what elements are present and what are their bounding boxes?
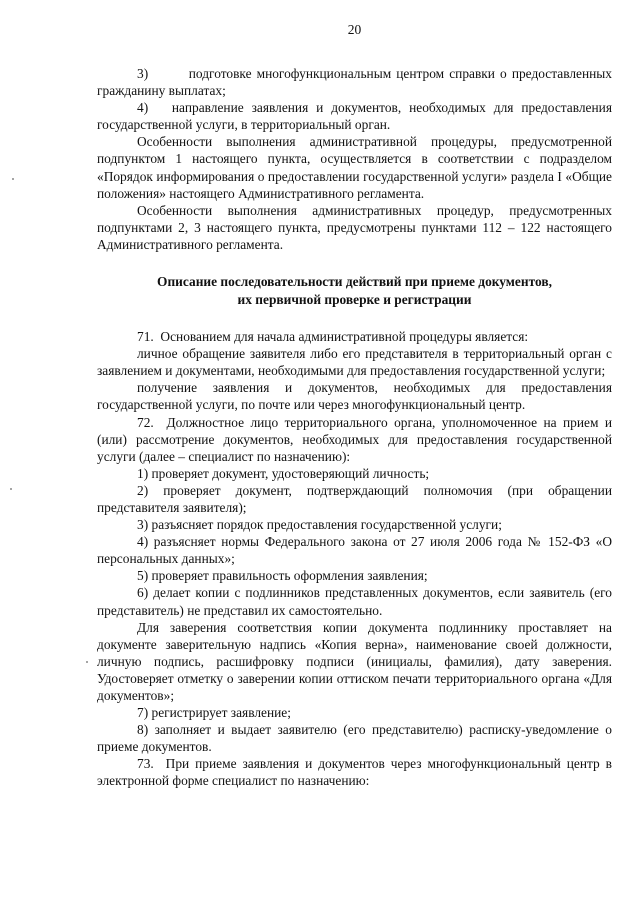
list-item: 6) делает копии с подлинников представленных документов, если заявитель (его представитель) не представил их самостоятельно. [97, 585, 612, 618]
top-section [97, 65, 612, 253]
scan-speck [86, 661, 88, 663]
paragraph: 4) направление заявления и документов, необходимых для предоставления государственной услуги, в территориальный орган. [97, 100, 612, 133]
paragraph: получение заявления и документов, необходимых для предоставления государственной услуги, по почте или через многофункциональный центр. [97, 380, 612, 413]
paragraph: Особенности выполнения административной процедуры, предусмотренной подпунктом 1 настоящего пункта, осуществляется в соответствии с подразделом «Порядок информирования о предоставлении государственной услуги» раздела I «Общие положения» настоящего Административного регламента. [97, 134, 612, 201]
section-heading [97, 273, 612, 308]
list-item: 1) проверяет документ, удостоверяющий личность; [137, 465, 430, 481]
scan-speck [12, 178, 14, 180]
scan-speck [10, 488, 12, 490]
section-heading-line: Описание последовательности действий при приеме документов, [157, 274, 552, 290]
paragraph: 3) подготовке многофункциональным центром справки о предоставленных гражданину выплатах; [97, 66, 612, 99]
list-item: 8) заполняет и выдает заявителю (его представителю) расписку-уведомление о приеме документов. [97, 722, 612, 755]
page-number: 20 [347, 22, 362, 37]
paragraph: 71. Основанием для начала административной процедуры является: [137, 329, 529, 345]
list-item: 7) регистрирует заявление; [137, 705, 291, 721]
section-heading-line: их первичной проверке и регистрации [237, 291, 472, 307]
bottom-section [97, 328, 612, 790]
paragraph: 72. Должностное лицо территориального органа, уполномоченное на прием и (или) рассмотрение документов, необходимых для предоставления государственной услуги (далее – специалист по назначению): [97, 414, 612, 464]
paragraph: Особенности выполнения административных процедур, предусмотренных подпунктами 2, 3 настоящего пункта, предусмотрены пунктами 112 – 122 настоящего Административного регламента. [97, 202, 612, 252]
paragraph: Для заверения соответствия копии документа подлиннику проставляет на документе заверительную надпись «Копия верна», наименование своей должности, личную подпись, расшифровку подписи (инициалы, фамилия), дату заверения. Удостоверяет отметку о заверении копии оттиском печати территориального органа «Для документов»; [97, 619, 612, 703]
list-item: 5) проверяет правильность оформления заявления; [137, 568, 428, 584]
paragraph: личное обращение заявителя либо его представителя в территориальный орган с заявлением и документами, необходимыми для предоставления государственной услуги; [97, 346, 612, 379]
paragraph: 73. При приеме заявления и документов через многофункциональный центр в электронной форме специалист по назначению: [97, 756, 612, 789]
list-item: 4) разъясняет нормы Федерального закона от 27 июля 2006 года № 152-ФЗ «О персональных данных»; [97, 534, 612, 567]
list-item: 3) разъясняет порядок предоставления государственной услуги; [137, 517, 502, 533]
list-item: 2) проверяет документ, подтверждающий полномочия (при обращении представителя заявителя); [97, 482, 612, 515]
